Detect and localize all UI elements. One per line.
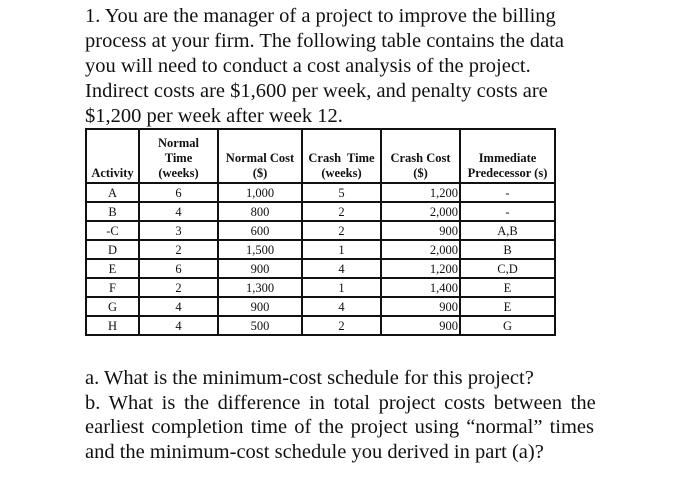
cell-crash-cost: 2,000	[381, 202, 460, 221]
table-header-row	[86, 129, 555, 183]
cell-crash-time: 1	[302, 278, 381, 297]
cell-normal-cost: 1,000	[218, 183, 302, 202]
header-text: Immediate	[478, 151, 537, 165]
cell-crash-time: 4	[302, 297, 381, 316]
header-text: Crash Time	[308, 151, 375, 165]
table-row	[86, 278, 555, 297]
problem-statement	[85, 4, 605, 129]
cell-normal-time: 2	[139, 278, 218, 297]
header-crash-cost	[381, 129, 460, 183]
cell-predecessor: B	[460, 240, 555, 259]
header-normal-cost	[218, 129, 302, 183]
question-b-line: earliest completion time of the project using “normal” times	[85, 416, 594, 438]
cell-normal-time: 4	[139, 316, 218, 335]
cell-crash-cost: 1,200	[381, 183, 460, 202]
cell-crash-time: 5	[302, 183, 381, 202]
cell-crash-time: 2	[302, 202, 381, 221]
cell-predecessor: E	[460, 297, 555, 316]
header-text: (weeks)	[158, 166, 199, 180]
cell-activity: F	[86, 278, 139, 297]
table-row	[86, 240, 555, 259]
cell-crash-time: 2	[302, 221, 381, 240]
intro-line: process at your firm. The following table contains the data	[85, 30, 564, 52]
cell-crash-cost: 900	[381, 297, 460, 316]
table-row	[86, 297, 555, 316]
cell-activity: H	[86, 316, 139, 335]
table-row	[86, 202, 555, 221]
table-row	[86, 183, 555, 202]
header-text: ($)	[413, 166, 428, 180]
question-b-line: b. What is the difference in total project costs between the	[85, 391, 596, 414]
questions	[85, 366, 605, 464]
cell-crash-cost: 900	[381, 221, 460, 240]
cell-activity: A	[86, 183, 139, 202]
cell-crash-time: 2	[302, 316, 381, 335]
cell-normal-cost: 900	[218, 259, 302, 278]
cell-crash-cost: 1,400	[381, 278, 460, 297]
cell-normal-time: 3	[139, 221, 218, 240]
cell-normal-time: 6	[139, 183, 218, 202]
cell-crash-time: 4	[302, 259, 381, 278]
cell-activity: B	[86, 202, 139, 221]
header-text: Time	[164, 151, 193, 165]
cell-crash-cost: 1,200	[381, 259, 460, 278]
cell-predecessor: E	[460, 278, 555, 297]
table-row	[86, 221, 555, 240]
intro-line: Indirect costs are $1,600 per week, and penalty costs are	[85, 80, 548, 102]
cell-predecessor: C,D	[460, 259, 555, 278]
cell-predecessor: -	[460, 183, 555, 202]
activity-cost-table	[85, 128, 556, 336]
intro-line: 1. You are the manager of a project to improve the billing	[85, 5, 556, 27]
cell-crash-time: 1	[302, 240, 381, 259]
header-text: (weeks)	[321, 166, 362, 180]
header-activity: Activity	[86, 129, 139, 183]
header-text: ($)	[252, 166, 268, 180]
cell-normal-time: 4	[139, 297, 218, 316]
cell-predecessor: -	[460, 202, 555, 221]
cell-normal-cost: 500	[218, 316, 302, 335]
cell-normal-time: 6	[139, 259, 218, 278]
cell-normal-time: 2	[139, 240, 218, 259]
cell-normal-cost: 800	[218, 202, 302, 221]
header-text: Normal	[158, 136, 199, 150]
cell-activity: -C	[86, 221, 139, 240]
question-a: a. What is the minimum-cost schedule for this project?	[85, 367, 534, 389]
cell-normal-cost: 600	[218, 221, 302, 240]
cell-normal-time: 4	[139, 202, 218, 221]
header-crash-time	[302, 129, 381, 183]
cell-activity: D	[86, 240, 139, 259]
header-normal-time	[139, 129, 218, 183]
header-text: Normal Cost	[225, 151, 295, 165]
header-text: Crash Cost	[390, 151, 451, 165]
header-predecessor	[460, 129, 555, 183]
cell-predecessor: A,B	[460, 221, 555, 240]
cell-activity: G	[86, 297, 139, 316]
table-row	[86, 316, 555, 335]
cell-crash-cost: 2,000	[381, 240, 460, 259]
cell-normal-cost: 900	[218, 297, 302, 316]
cell-activity: E	[86, 259, 139, 278]
table-row	[86, 259, 555, 278]
cell-crash-cost: 900	[381, 316, 460, 335]
cell-normal-cost: 1,500	[218, 240, 302, 259]
header-text: Predecessor (s)	[467, 166, 548, 180]
intro-line: you will need to conduct a cost analysis of the project.	[85, 55, 531, 77]
question-b-line: and the minimum-cost schedule you derived in part (a)?	[85, 440, 544, 463]
cell-predecessor: G	[460, 316, 555, 335]
cell-normal-cost: 1,300	[218, 278, 302, 297]
intro-line: $1,200 per week after week 12.	[85, 105, 343, 127]
